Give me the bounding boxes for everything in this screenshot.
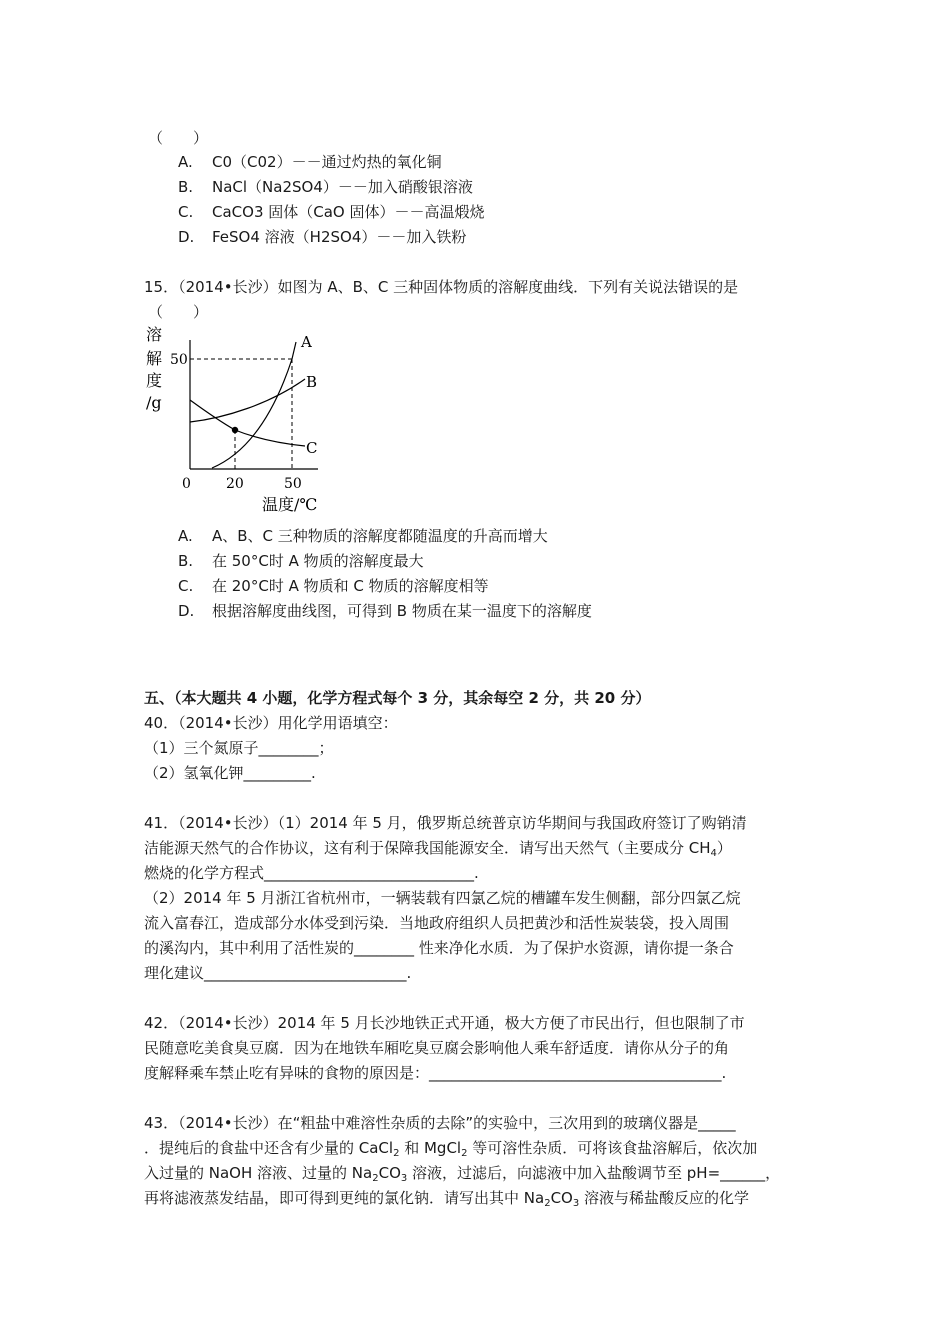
curve-b	[190, 379, 305, 422]
ylabel-char: 溶	[146, 325, 163, 344]
q40-part2: （2）氢氧化钾_________.	[144, 764, 316, 782]
q15-stem: 15．（2014•长沙）如图为 A、B、C 三种固体物质的溶解度曲线．下列有关说法错误的是	[144, 278, 739, 296]
q41-line: 41．（2014•长沙）（1）2014 年 5 月，俄罗斯总统普京访华期间与我国政府签订了购销清	[144, 814, 747, 832]
q42-line: 度解释乘车禁止吃有异味的食物的原因是：_______________________________________.	[144, 1064, 727, 1082]
q14-option-a: A. C0（C02）－－通过灼热的氧化铜	[178, 153, 442, 171]
section-heading: 五、（本大题共 4 小题，化学方程式每个 3 分，其余每空 2 分，共 20 分）	[144, 689, 651, 707]
y-tick-50: 50	[170, 352, 188, 368]
x-tick-50: 50	[284, 476, 302, 492]
ylabel-char: 解	[146, 349, 163, 368]
q43-line: 43．（2014•长沙）在“粗盐中难溶性杂质的去除”的实验中，三次用到的玻璃仪器是_____	[144, 1114, 736, 1132]
curve-label-b: B	[306, 373, 318, 391]
ylabel-char: 度	[146, 371, 163, 390]
q41-line: 流入富春江，造成部分水体受到污染．当地政府组织人员把黄沙和活性炭装袋，投入周围	[144, 914, 730, 932]
q41-line: 燃烧的化学方程式____________________________.	[144, 864, 479, 882]
q15-option-c: C. 在 20°C时 A 物质和 C 物质的溶解度相等	[178, 577, 489, 595]
curve-label-c: C	[306, 439, 318, 457]
q40-stem: 40．（2014•长沙）用化学用语填空：	[144, 714, 398, 732]
q15-option-b: B. 在 50°C时 A 物质的溶解度最大	[178, 552, 424, 570]
q43-line: ．提纯后的食盐中还含有少量的 CaCl$_2$ 和 MgCl$_2$ 等可溶性杂质．可将该食盐溶解后，依次加	[144, 1139, 758, 1159]
curve-label-a: A	[301, 333, 312, 351]
solubility-curve-figure	[140, 322, 340, 518]
q14-option-c: C. CaCO3 固体（CaO 固体）－－高温煅烧	[178, 203, 485, 221]
q15-option-d: D. 根据溶解度曲线图，可得到 B 物质在某一温度下的溶解度	[178, 602, 592, 620]
x-origin: 0	[182, 476, 191, 492]
q41-line: 洁能源天然气的合作协议，这有利于保障我国能源安全．请写出天然气（主要成分 $CH_4$）	[144, 839, 732, 859]
q43-line: 入过量的 NaOH 溶液、过量的 $Na_2CO_3$ 溶液，过滤后，向滤液中加入盐酸调节至 pH=______，	[144, 1164, 781, 1184]
q15-paren: （ ）	[148, 303, 209, 321]
curve-c	[190, 400, 305, 446]
q14-paren: （ ）	[148, 129, 209, 147]
x-axis-label: 温度/℃	[262, 495, 318, 514]
q14-option-d: D. FeSO4 溶液（H2SO4）－－加入铁粉	[178, 228, 467, 246]
q40-part1: （1）三个氮原子________；	[144, 739, 334, 757]
x-tick-20: 20	[226, 476, 244, 492]
q43-line: 再将滤液蒸发结晶，即可得到更纯的氯化钠．请写出其中 $Na_2CO_3$ 溶液与稀盐酸反应的化学	[144, 1189, 749, 1209]
curve-a	[212, 342, 296, 468]
q42-line: 42．（2014•长沙）2014 年 5 月长沙地铁正式开通，极大方便了市民出行，但也限制了市	[144, 1014, 745, 1032]
ylabel-char: /g	[146, 393, 162, 412]
q42-line: 民随意吃美食臭豆腐．因为在地铁车厢吃臭豆腐会影响他人乘车舒适度．请你从分子的角	[144, 1039, 730, 1057]
intersection-point	[232, 427, 238, 433]
q15-option-a: A. A、B、C 三种物质的溶解度都随温度的升高而增大	[178, 527, 548, 545]
q41-line: 的溪沟内，其中利用了活性炭的________ 性来净化水质．为了保护水资源，请你提一条合	[144, 939, 734, 957]
q41-line: （2）2014 年 5 月浙江省杭州市，一辆装载有四氯乙烷的槽罐车发生侧翻，部分四氯乙烷	[144, 889, 741, 907]
q14-option-b: B. NaCl（Na2SO4）－－加入硝酸银溶液	[178, 178, 473, 196]
q41-line: 理化建议___________________________.	[144, 964, 412, 982]
